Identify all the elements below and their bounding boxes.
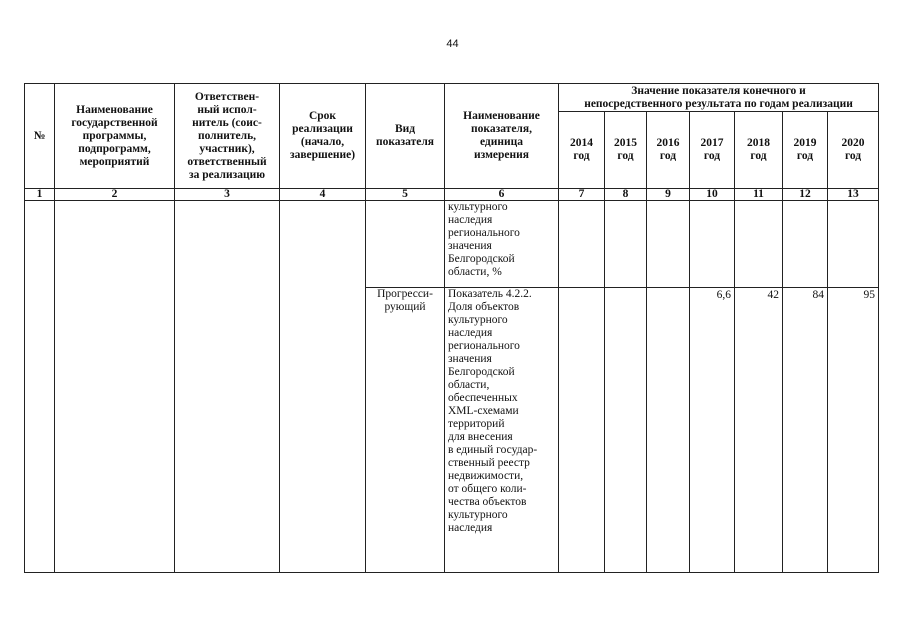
header-values-group: Значение показателя конечного и непосредственного результата по годам реализации (559, 84, 879, 112)
cell-kind: Прогресси- рующий (366, 288, 445, 573)
column-number: 6 (445, 189, 559, 201)
cell-value-2020 (828, 201, 879, 288)
cell-indicator: Показатель 4.2.2. Доля объектов культурного наследия регионального значения Белгородской области, обеспеченных XML-схемами территорий для внесения в единый государ- ственный реестр недвижимости, от общего коли- чества объектов культурного наследия (445, 288, 559, 573)
cell-program (55, 201, 175, 573)
cell-value-2019: 84 (783, 288, 828, 573)
cell-value-2016 (647, 288, 690, 573)
header-year-2018: 2018 год (735, 112, 783, 189)
table-row (25, 201, 879, 288)
column-number: 2 (55, 189, 175, 201)
header-program: Наименование государственной программы, подпрограмм, мероприятий (55, 84, 175, 189)
column-number: 13 (828, 189, 879, 201)
column-number: 10 (690, 189, 735, 201)
cell-term (280, 201, 366, 573)
cell-value-2018 (735, 201, 783, 288)
cell-value-2020: 95 (828, 288, 879, 573)
header-number: № (25, 84, 55, 189)
column-number: 11 (735, 189, 783, 201)
indicators-table (24, 83, 879, 573)
column-number: 9 (647, 189, 690, 201)
header-year-2019: 2019 год (783, 112, 828, 189)
cell-kind (366, 201, 445, 288)
cell-value-2018: 42 (735, 288, 783, 573)
cell-value-2016 (647, 201, 690, 288)
cell-value-2014 (559, 201, 605, 288)
header-kind: Вид показателя (366, 84, 445, 189)
cell-value-2015 (605, 201, 647, 288)
column-number: 3 (175, 189, 280, 201)
cell-number (25, 201, 55, 573)
cell-value-2015 (605, 288, 647, 573)
cell-value-2017 (690, 201, 735, 288)
cell-value-2017: 6,6 (690, 288, 735, 573)
column-number: 4 (280, 189, 366, 201)
header-responsible: Ответствен- ный испол- нитель (соис- полнитель, участник), ответственный за реализацию (175, 84, 280, 189)
column-number-row (25, 189, 879, 201)
cell-value-2014 (559, 288, 605, 573)
header-year-2015: 2015 год (605, 112, 647, 189)
header-year-2014: 2014 год (559, 112, 605, 189)
column-number: 7 (559, 189, 605, 201)
cell-indicator: культурного наследия регионального значения Белгородской области, % (445, 201, 559, 288)
column-number: 8 (605, 189, 647, 201)
column-number: 5 (366, 189, 445, 201)
cell-value-2019 (783, 201, 828, 288)
header-year-2017: 2017 год (690, 112, 735, 189)
header-indicator: Наименование показателя, единица измерения (445, 84, 559, 189)
column-number: 12 (783, 189, 828, 201)
header-year-2020: 2020 год (828, 112, 879, 189)
header-term: Срок реализации (начало, завершение) (280, 84, 366, 189)
cell-responsible (175, 201, 280, 573)
header-year-2016: 2016 год (647, 112, 690, 189)
column-number: 1 (25, 189, 55, 201)
page-number: 44 (446, 38, 459, 50)
